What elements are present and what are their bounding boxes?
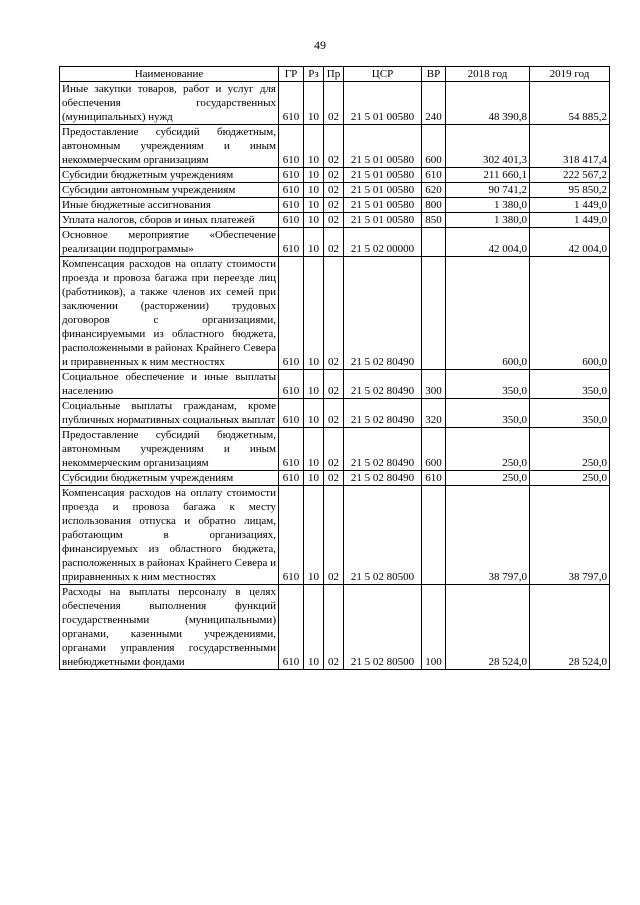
row-name: Расходы на выплаты персоналу в целях обеспечения выполнения функций государственными (муниципальными) органами, казенными учреждениями, органами управления государственными внебюджетными фондами <box>60 585 279 670</box>
row-name: Уплата налогов, сборов и иных платежей <box>60 213 279 228</box>
row-vr: 620 <box>422 183 446 198</box>
row-pr: 02 <box>324 228 344 257</box>
row-2019: 600,0 <box>530 257 610 370</box>
row-name: Субсидии бюджетным учреждениям <box>60 168 279 183</box>
header-vr: ВР <box>422 67 446 82</box>
row-gr: 610 <box>279 257 304 370</box>
row-pr: 02 <box>324 125 344 168</box>
row-rz: 10 <box>304 471 324 486</box>
row-pr: 02 <box>324 399 344 428</box>
row-csr: 21 5 02 80490 <box>344 399 422 428</box>
row-pr: 02 <box>324 428 344 471</box>
table-row <box>60 428 610 471</box>
row-2018: 350,0 <box>446 399 530 428</box>
row-pr: 02 <box>324 213 344 228</box>
row-vr <box>422 486 446 585</box>
row-name: Социальные выплаты гражданам, кроме публичных нормативных социальных выплат <box>60 399 279 428</box>
row-gr: 610 <box>279 213 304 228</box>
row-pr: 02 <box>324 257 344 370</box>
row-vr <box>422 257 446 370</box>
row-vr: 240 <box>422 82 446 125</box>
row-gr: 610 <box>279 82 304 125</box>
row-2018: 302 401,3 <box>446 125 530 168</box>
row-name: Иные бюджетные ассигнования <box>60 198 279 213</box>
row-2019: 222 567,2 <box>530 168 610 183</box>
table-row <box>60 585 610 670</box>
row-2018: 250,0 <box>446 471 530 486</box>
row-2018: 1 380,0 <box>446 213 530 228</box>
row-gr: 610 <box>279 125 304 168</box>
row-2018: 350,0 <box>446 370 530 399</box>
row-2018: 211 660,1 <box>446 168 530 183</box>
row-rz: 10 <box>304 168 324 183</box>
row-2018: 28 524,0 <box>446 585 530 670</box>
row-csr: 21 5 01 00580 <box>344 183 422 198</box>
row-pr: 02 <box>324 183 344 198</box>
row-name: Предоставление субсидий бюджетным, автономным учреждениям и иным некоммерческим организациям <box>60 125 279 168</box>
header-2019: 2019 год <box>530 67 610 82</box>
row-pr: 02 <box>324 168 344 183</box>
row-name: Компенсация расходов на оплату стоимости проезда и провоза багажа при переезде лиц (работников), а также членов их семей при заключении (расторжении) трудовых договоров с организациями, финансируемыми из областного бюджета, расположенными в районах Крайнего Севера и приравненных к ним местностях <box>60 257 279 370</box>
row-2019: 318 417,4 <box>530 125 610 168</box>
table-row <box>60 183 610 198</box>
row-vr <box>422 228 446 257</box>
row-2018: 250,0 <box>446 428 530 471</box>
row-name: Субсидии автономным учреждениям <box>60 183 279 198</box>
row-gr: 610 <box>279 183 304 198</box>
header-csr: ЦСР <box>344 67 422 82</box>
header-rz: Рз <box>304 67 324 82</box>
header-pr: Пр <box>324 67 344 82</box>
row-2019: 250,0 <box>530 428 610 471</box>
row-rz: 10 <box>304 183 324 198</box>
row-2019: 42 004,0 <box>530 228 610 257</box>
row-2018: 38 797,0 <box>446 486 530 585</box>
row-csr: 21 5 02 80490 <box>344 257 422 370</box>
row-csr: 21 5 01 00580 <box>344 168 422 183</box>
row-pr: 02 <box>324 82 344 125</box>
row-2018: 90 741,2 <box>446 183 530 198</box>
row-rz: 10 <box>304 82 324 125</box>
row-gr: 610 <box>279 428 304 471</box>
row-2019: 95 850,2 <box>530 183 610 198</box>
row-pr: 02 <box>324 585 344 670</box>
row-gr: 610 <box>279 399 304 428</box>
row-2018: 1 380,0 <box>446 198 530 213</box>
row-rz: 10 <box>304 125 324 168</box>
row-gr: 610 <box>279 370 304 399</box>
row-name: Иные закупки товаров, работ и услуг для обеспечения государственных (муниципальных) нужд <box>60 82 279 125</box>
row-gr: 610 <box>279 471 304 486</box>
row-vr: 610 <box>422 168 446 183</box>
row-2019: 250,0 <box>530 471 610 486</box>
row-vr: 320 <box>422 399 446 428</box>
row-vr: 100 <box>422 585 446 670</box>
table-row <box>60 370 610 399</box>
row-csr: 21 5 01 00580 <box>344 82 422 125</box>
row-gr: 610 <box>279 168 304 183</box>
row-csr: 21 5 02 80490 <box>344 428 422 471</box>
row-rz: 10 <box>304 213 324 228</box>
row-csr: 21 5 01 00580 <box>344 198 422 213</box>
row-2019: 1 449,0 <box>530 198 610 213</box>
table-row <box>60 257 610 370</box>
row-2018: 42 004,0 <box>446 228 530 257</box>
row-pr: 02 <box>324 486 344 585</box>
row-name: Предоставление субсидий бюджетным, автономным учреждениям и иным некоммерческим организациям <box>60 428 279 471</box>
row-csr: 21 5 02 80500 <box>344 486 422 585</box>
row-2019: 38 797,0 <box>530 486 610 585</box>
header-gr: ГР <box>279 67 304 82</box>
row-name: Субсидии бюджетным учреждениям <box>60 471 279 486</box>
row-vr: 600 <box>422 125 446 168</box>
row-2019: 350,0 <box>530 399 610 428</box>
row-name: Социальное обеспечение и иные выплаты населению <box>60 370 279 399</box>
header-2018: 2018 год <box>446 67 530 82</box>
row-2019: 54 885,2 <box>530 82 610 125</box>
row-vr: 600 <box>422 428 446 471</box>
row-gr: 610 <box>279 585 304 670</box>
row-vr: 300 <box>422 370 446 399</box>
row-csr: 21 5 01 00580 <box>344 213 422 228</box>
header-name: Наименование <box>60 67 279 82</box>
row-csr: 21 5 02 00000 <box>344 228 422 257</box>
row-name: Компенсация расходов на оплату стоимости проезда и провоза багажа к месту использования отпуска и обратно лицам, работающим в организациях, финансируемых из областного бюджета, расположенных в районах Крайнего Севера и приравненных к ним местностях <box>60 486 279 585</box>
row-rz: 10 <box>304 585 324 670</box>
table-row <box>60 399 610 428</box>
table-row <box>60 228 610 257</box>
row-vr: 850 <box>422 213 446 228</box>
row-rz: 10 <box>304 486 324 585</box>
row-gr: 610 <box>279 228 304 257</box>
row-pr: 02 <box>324 471 344 486</box>
row-gr: 610 <box>279 486 304 585</box>
row-rz: 10 <box>304 198 324 213</box>
table-body <box>60 82 610 670</box>
row-2018: 48 390,8 <box>446 82 530 125</box>
row-rz: 10 <box>304 228 324 257</box>
header-row <box>60 67 610 82</box>
page-number: 49 <box>314 38 326 52</box>
row-rz: 10 <box>304 399 324 428</box>
table-row <box>60 486 610 585</box>
table-row <box>60 198 610 213</box>
row-name: Основное мероприятие «Обеспечение реализации подпрограммы» <box>60 228 279 257</box>
row-pr: 02 <box>324 370 344 399</box>
row-csr: 21 5 02 80500 <box>344 585 422 670</box>
table-row <box>60 82 610 125</box>
row-csr: 21 5 02 80490 <box>344 471 422 486</box>
row-rz: 10 <box>304 428 324 471</box>
row-vr: 800 <box>422 198 446 213</box>
row-pr: 02 <box>324 198 344 213</box>
table-row <box>60 125 610 168</box>
row-vr: 610 <box>422 471 446 486</box>
row-2019: 1 449,0 <box>530 213 610 228</box>
budget-table <box>59 66 610 670</box>
row-gr: 610 <box>279 198 304 213</box>
row-csr: 21 5 02 80490 <box>344 370 422 399</box>
table-row <box>60 213 610 228</box>
row-2019: 350,0 <box>530 370 610 399</box>
table-row <box>60 168 610 183</box>
row-csr: 21 5 01 00580 <box>344 125 422 168</box>
row-rz: 10 <box>304 257 324 370</box>
row-2019: 28 524,0 <box>530 585 610 670</box>
table-row <box>60 471 610 486</box>
row-2018: 600,0 <box>446 257 530 370</box>
row-rz: 10 <box>304 370 324 399</box>
